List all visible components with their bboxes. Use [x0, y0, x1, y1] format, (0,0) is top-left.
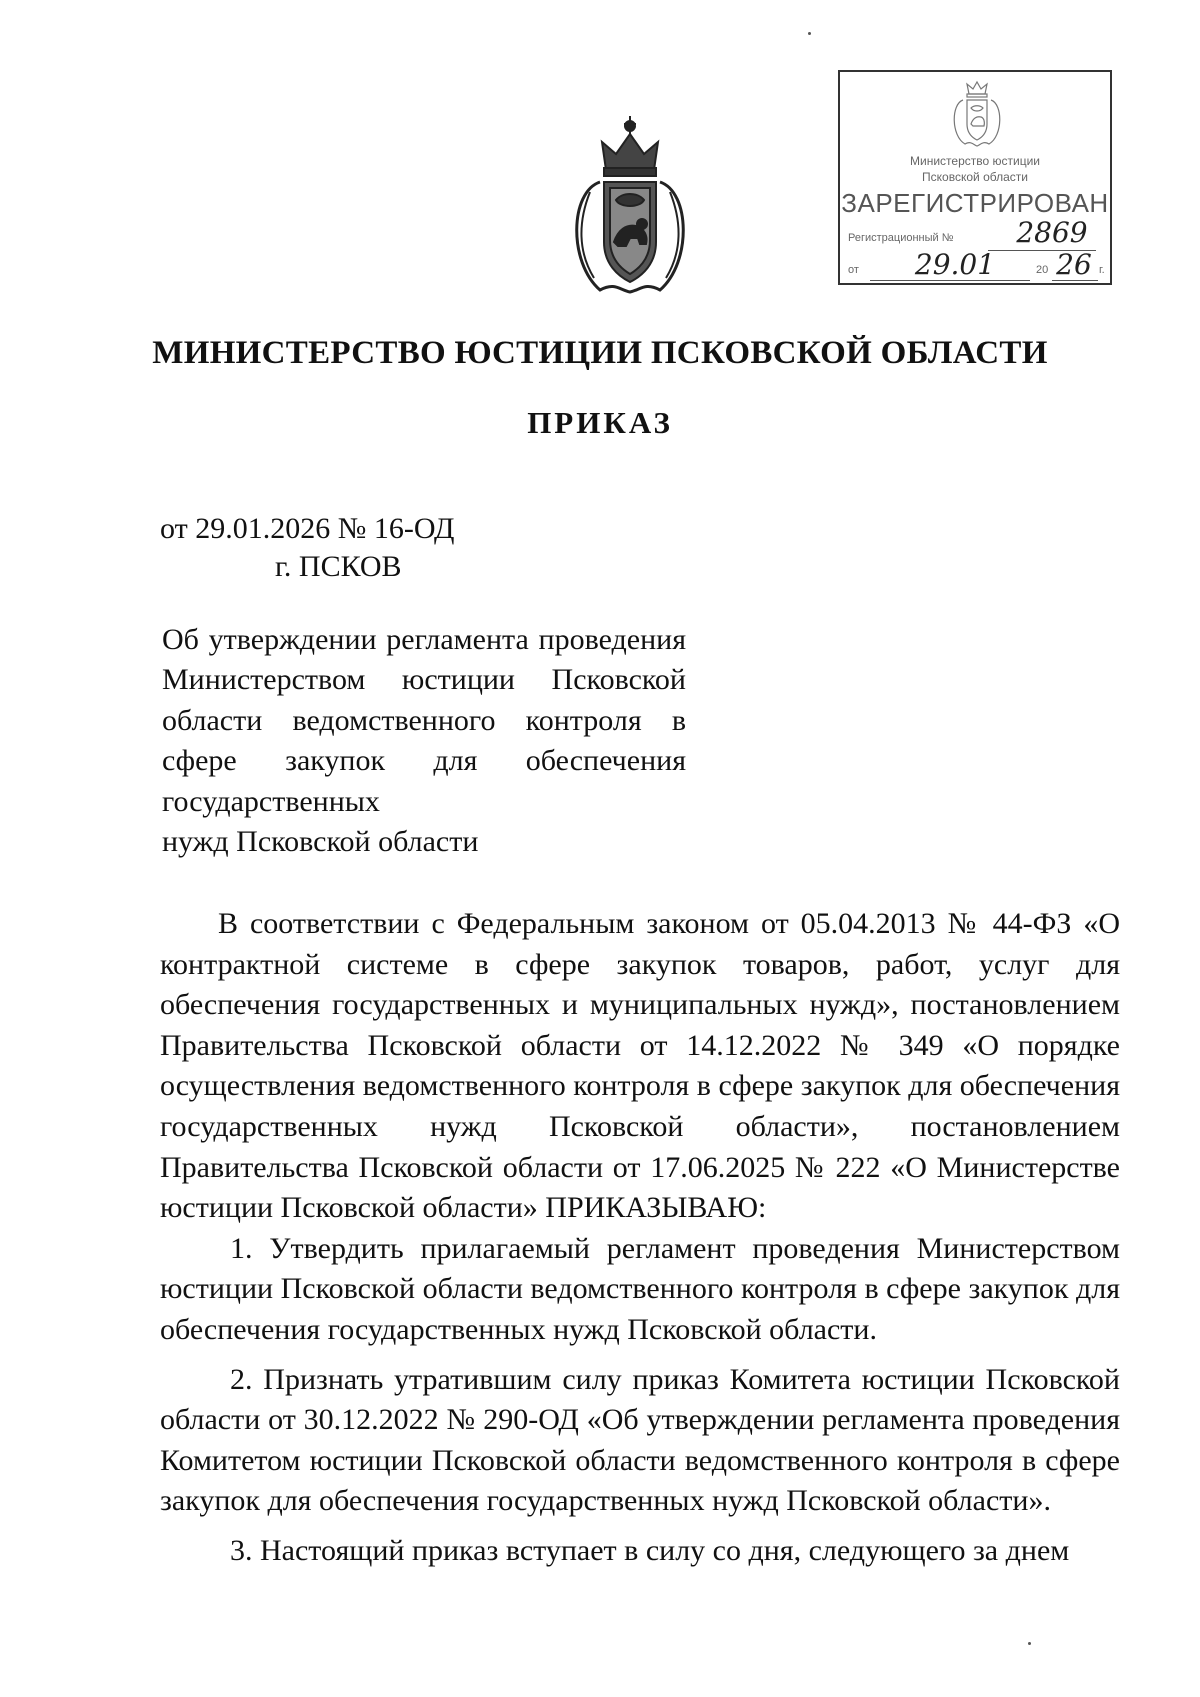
order-item-2: 2. Признать утратившим силу приказ Комитета юстиции Псковской области от 30.12.2022 № 290-ОД «Об утверждении регламента проведения Комитетом юстиции Псковской области ведомственного контроля в сфере закупок для обеспечения государственных нужд Псковской области». — [160, 1362, 1120, 1518]
ministry-title: МИНИСТЕРСТВО ЮСТИЦИИ ПСКОВСКОЙ ОБЛАСТИ — [152, 335, 1048, 371]
stamp-reg-number-label: Регистрационный № — [848, 232, 954, 244]
order-item-1: 1. Утвердить прилагаемый регламент проведения Министерством юстиции Псковской области ведомственного контроля в сфере закупок для обеспечения государственных нужд Псковской области. — [160, 1231, 1120, 1346]
document-type: ПРИКАЗ — [527, 405, 673, 440]
order-subject-main: Об утверждении регламента проведения Министерством юстиции Псковской области ведомственного контроля в сфере закупок для обеспечения государственных — [162, 623, 686, 818]
order-city: г. ПСКОВ — [275, 550, 402, 583]
order-subject-last-line: нужд Псковской области — [162, 825, 479, 859]
registration-stamp — [838, 70, 1112, 285]
stamp-year-prefix: 20 — [1036, 264, 1049, 276]
stamp-date-value: 29.01 — [914, 248, 996, 281]
stamp-date-label: от — [848, 264, 859, 276]
scan-speck — [808, 32, 811, 35]
stamp-org-line-1: Министерство юстиции — [910, 154, 1040, 168]
order-preamble: В соответствии с Федеральным законом от 05.04.2013 № 44-ФЗ «О контрактной системе в сфере закупок товаров, работ, услуг для обеспечения государственных и муниципальных нужд», постановлением Правительства Псковской области от 14.12.2022 № 349 «О порядке осуществления ведомственного контроля в сфере закупок для обеспечения государственных нужд Псковской области», постановлением Правительства Псковской области от 17.06.2025 № 222 «О Министерстве юстиции Псковской области» ПРИКАЗЫВАЮ: — [160, 907, 1120, 1225]
stamp-org-line-2: Псковской области — [922, 170, 1028, 184]
stamp-title: ЗАРЕГИСТРИРОВАН — [841, 188, 1109, 218]
stamp-year-value: 26 — [1056, 248, 1092, 281]
stamp-emblem-icon — [949, 80, 1005, 148]
order-date-number: от 29.01.2026 № 16-ОД — [160, 512, 455, 545]
stamp-reg-number: 2869 — [1016, 216, 1088, 249]
scan-speck — [1028, 1642, 1031, 1645]
coat-of-arms-emblem — [560, 112, 700, 297]
order-item-3: 3. Настоящий приказ вступает в силу со дня, следующего за днем — [230, 1533, 1070, 1567]
order-body — [160, 904, 1120, 1572]
stamp-year-suffix: г. — [1099, 264, 1105, 276]
order-subject — [162, 620, 686, 862]
